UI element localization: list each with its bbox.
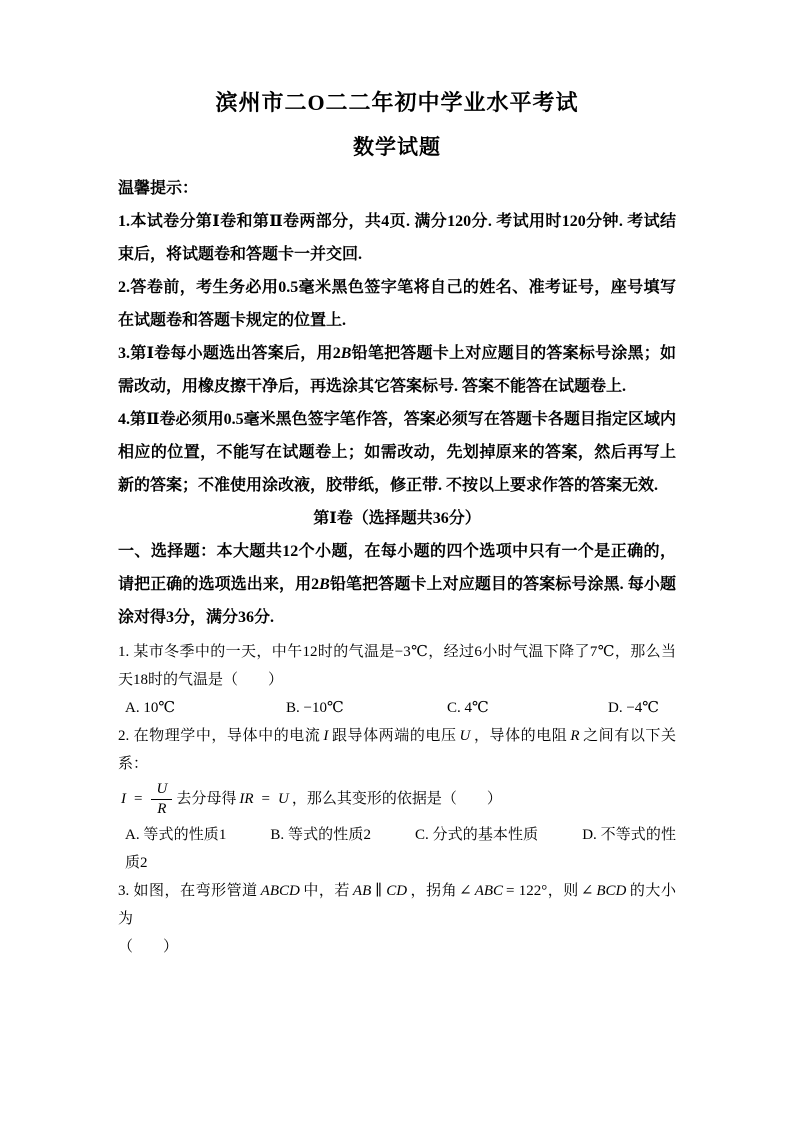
text-segment: ，拐角 bbox=[410, 883, 458, 899]
question-3 bbox=[118, 877, 676, 961]
option-d: D. −4℃ bbox=[608, 700, 660, 716]
text-segment: 之间有以下关系： bbox=[118, 728, 676, 772]
notice-item-1: 1.本试卷分第Ⅰ卷和第Ⅱ卷两部分，共4页. 满分120分. 考试用时120分钟. 考试结束后，将试题卷和答题卡一并交回. bbox=[118, 213, 676, 263]
question-1-options bbox=[118, 694, 676, 722]
math-variable-U: U bbox=[277, 790, 289, 807]
document-title: 滨州市二O二二年初中学业水平考试 bbox=[215, 90, 579, 115]
text-segment: 3. 如图，在弯形管道 bbox=[118, 883, 258, 899]
text-segment: 的大小为 bbox=[118, 883, 676, 927]
section-1-intro-text-cont: 铅笔把答题卡上对应题目的答案标号涂黑. 每小题涂对得3分，满分36分. bbox=[118, 576, 676, 626]
question-1 bbox=[118, 638, 676, 722]
section-1-heading: 第Ⅰ卷（选择题共36分） bbox=[313, 510, 481, 527]
text-segment: 中，若 bbox=[302, 883, 350, 899]
option-a: A. 10℃ bbox=[125, 700, 176, 716]
option-b: B. −10℃ bbox=[286, 700, 344, 716]
text-segment: = 122°，则 bbox=[506, 883, 579, 899]
section-1-intro bbox=[118, 535, 676, 634]
notice-item-4: 4.第Ⅱ卷必须用0.5毫米黑色签字笔作答，答案必须写在答题卡各题目指定区域内相应的位置，不能写在试题卷上；如需改动，先划掉原来的答案，然后再写上新的答案；不准使用涂改液，胶带纸，修正带. 不按以上要求作答的答案无效. bbox=[118, 411, 676, 494]
notice-section bbox=[118, 172, 676, 502]
option-c: C. 4℃ bbox=[447, 700, 489, 716]
math-variable-ABCD: ABCD bbox=[260, 883, 300, 899]
math-variable-IR: IR bbox=[239, 790, 254, 807]
question-2-formula bbox=[118, 780, 676, 819]
math-variable-ABC: ABC bbox=[474, 883, 504, 899]
text-segment: ，导体的电阻 bbox=[473, 728, 568, 744]
option-d: D. 不等式的性质2 bbox=[125, 827, 676, 871]
questions-section bbox=[118, 638, 676, 961]
answer-parentheses: （ ） bbox=[118, 939, 179, 955]
question-1-text: 1. 某市冬季中的一天，中午12时的气温是−3℃，经过6小时气温下降了7℃，那么当天18时的气温是（ ） bbox=[118, 644, 676, 688]
option-a: A. 等式的性质1 bbox=[125, 827, 227, 843]
option-b: B. 等式的性质2 bbox=[270, 827, 371, 843]
math-variable-BCD: BCD bbox=[596, 883, 627, 899]
equals-sign: = bbox=[134, 790, 143, 807]
text-segment: 跟导体两端的电压 bbox=[331, 728, 457, 744]
math-variable-AB: AB bbox=[352, 883, 372, 899]
notice-heading: 温馨提示： bbox=[118, 180, 199, 197]
section-1-intro-text: 一、选择题：本大题共12个小题，在每小题的四个选项中只有一个是正确的，请把正确的选项选出来，用2 bbox=[118, 543, 676, 593]
question-3-text bbox=[118, 877, 676, 961]
notice-item-2: 2.答卷前，考生务必用0.5毫米黑色签字笔将自己的姓名、准考证号，座号填写在试题卷和答题卡规定的位置上. bbox=[118, 279, 676, 329]
notice-item-3-text: 3.第Ⅰ卷每小题选出答案后，用2 bbox=[118, 345, 341, 362]
math-variable-I: I bbox=[323, 728, 329, 744]
text-segment: ，那么其变形的依据是（ ） bbox=[291, 790, 502, 807]
question-2-text bbox=[118, 722, 676, 778]
pencil-grade-letter: B bbox=[340, 345, 352, 362]
angle-symbol: ∠ bbox=[580, 883, 594, 899]
pencil-grade-letter: B bbox=[319, 576, 330, 593]
text-segment: 去分母得 bbox=[176, 790, 237, 807]
question-2 bbox=[118, 722, 676, 877]
notice-item-3-text-cont: 铅笔把答题卡上对应题目的答案标号涂黑；如需改动，用橡皮擦干净后，再选涂其它答案标号. 答案不能答在试题卷上. bbox=[118, 345, 676, 395]
math-variable-U: U bbox=[459, 728, 471, 744]
math-variable-CD: CD bbox=[386, 883, 408, 899]
notice-item-3 bbox=[118, 337, 676, 403]
text-segment: 2. 在物理学中，导体中的电流 bbox=[118, 728, 321, 744]
angle-symbol: ∠ bbox=[459, 883, 472, 899]
parallel-symbol: ∥ bbox=[375, 883, 383, 899]
math-variable-I: I bbox=[121, 790, 126, 807]
option-c: C. 分式的基本性质 bbox=[414, 827, 539, 843]
equals-sign: = bbox=[261, 790, 270, 807]
document-subtitle: 数学试题 bbox=[353, 135, 441, 159]
fraction-u-over-r bbox=[151, 780, 172, 819]
fraction-denominator: R bbox=[157, 801, 167, 817]
fraction-numerator: U bbox=[151, 780, 172, 800]
question-2-options bbox=[118, 821, 676, 877]
math-variable-R: R bbox=[570, 728, 580, 744]
